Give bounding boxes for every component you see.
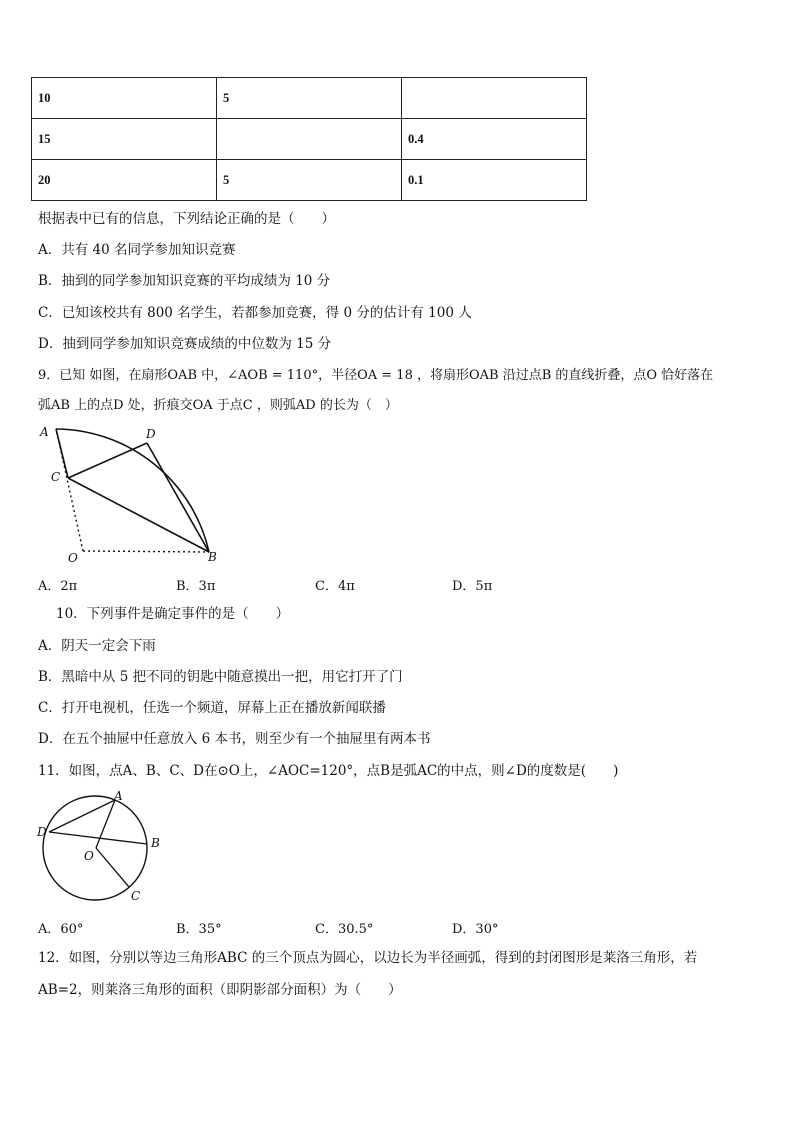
segment-ob — [83, 551, 209, 552]
table-cell — [217, 119, 402, 160]
arc-ab — [56, 429, 209, 552]
table-cell: 20 — [32, 160, 217, 201]
table-cell: 15 — [32, 119, 217, 160]
q9-option-d: D．5π — [452, 579, 493, 594]
label-b: B — [151, 836, 160, 850]
table-cell: 0.1 — [402, 160, 587, 201]
q10-option-b: B．黑暗中从 5 把不同的钥匙中随意摸出一把，用它打开了门 — [38, 669, 403, 685]
segment-oc — [96, 848, 129, 887]
table-cell: 10 — [32, 78, 217, 119]
label-d: D — [37, 825, 47, 839]
q11-stem: 11．如图，点A、B、C、D在⊙O上，∠AOC=120°，点B是弧AC的中点，则∠D的度数是( ) — [38, 763, 619, 779]
label-o: O — [68, 551, 78, 565]
label-o: O — [84, 849, 94, 863]
table-cell: 0.4 — [402, 119, 587, 160]
table-row — [32, 78, 587, 119]
q10-option-c: C．打开电视机，任选一个频道，屏幕上正在播放新闻联播 — [38, 700, 386, 716]
frequency-table — [31, 77, 587, 201]
q8-option-a: A．共有 40 名同学参加知识竞赛 — [38, 242, 236, 258]
q9-option-a: A．2π — [38, 579, 78, 594]
circle-o — [43, 796, 147, 900]
label-c: C — [131, 889, 141, 903]
q9-stem-line1: 9．已知 如图，在扇形OAB 中，∠AOB = 110°，半径OA = 18 ，将扇形OAB 沿过点B 的直线折叠，点O 恰好落在 — [38, 368, 714, 383]
q9-option-c: C．4π — [315, 579, 355, 594]
table-cell — [402, 78, 587, 119]
label-d: D — [146, 427, 156, 441]
segment-da — [49, 800, 115, 832]
q9-stem-line2: 弧AB 上的点D 处，折痕交OA 于点C ，则弧AD 的长为（ ） — [38, 398, 398, 413]
q10-option-a: A．阴天一定会下雨 — [38, 638, 156, 654]
q8-option-b: B．抽到的同学参加知识竞赛的平均成绩为 10 分 — [38, 273, 331, 289]
label-a: A — [40, 425, 49, 439]
q11-circle-figure — [30, 788, 170, 908]
table-cell: 5 — [217, 78, 402, 119]
q11-option-b: B．35° — [176, 922, 222, 937]
q12-stem-line2: AB=2，则莱洛三角形的面积（即阴影部分面积）为（ ） — [38, 982, 402, 998]
q11-option-c: C．30.5° — [315, 922, 374, 937]
q12-stem-line1: 12．如图，分别以等边三角形ABC 的三个顶点为圆心，以边长为半径画弧，得到的封闭图形是莱洛三角形，若 — [38, 950, 698, 966]
q10-stem: 10．下列事件是确定事件的是（ ） — [56, 606, 290, 622]
q9-sector-figure — [30, 420, 230, 568]
label-b: B — [208, 550, 217, 564]
label-a: A — [114, 789, 123, 803]
q11-option-a: A．60° — [38, 922, 84, 937]
table-row — [32, 119, 587, 160]
q11-option-d: D．30° — [452, 922, 499, 937]
segment-cd — [68, 443, 147, 478]
label-c: C — [51, 470, 61, 484]
q9-option-b: B．3π — [176, 579, 216, 594]
q8-stem: 根据表中已有的信息，下列结论正确的是（ ） — [38, 211, 335, 227]
q8-option-c: C．已知该校共有 800 名学生，若都参加竞赛，得 0 分的估计有 100 人 — [38, 305, 472, 321]
q8-option-d: D．抽到同学参加知识竞赛成绩的中位数为 15 分 — [38, 336, 332, 352]
table-cell: 5 — [217, 160, 402, 201]
table-row — [32, 160, 587, 201]
q10-option-d: D．在五个抽屉中任意放入 6 本书，则至少有一个抽屉里有两本书 — [38, 731, 431, 747]
